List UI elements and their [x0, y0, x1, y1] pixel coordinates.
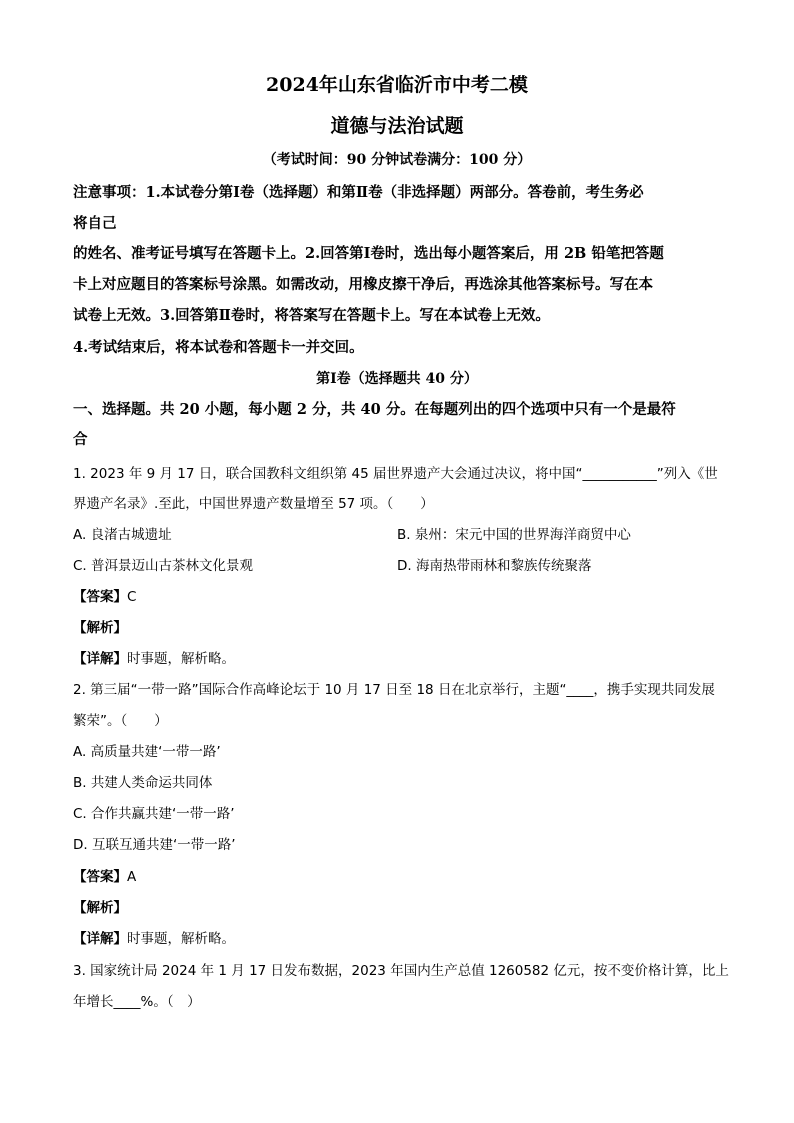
question-1-stem-line-1: 1. 2023 年 9 月 17 日，联合国教科文组织第 45 届世界遗产大会通过决议，将中国“___________”列入《世	[73, 466, 718, 482]
question-1-analysis	[73, 618, 127, 638]
notes-line-5: 试卷上无效。3.回答第Ⅱ卷时，将答案写在答题卡上。写在本试卷上无效。	[73, 307, 550, 324]
question-3-stem-line-2: 年增长____%。（ ）	[73, 994, 201, 1010]
question-1-answer	[73, 587, 136, 607]
answer-label: 【答案】	[73, 869, 127, 885]
section-instruction-line-1: 一、选择题。共 20 小题，每小题 2 分，共 40 分。在每题列出的四个选项中只有一个是最符	[73, 401, 676, 418]
detail-text: 时事题，解析略。	[127, 931, 235, 947]
question-1-option-a: A. 良渚古城遗址	[73, 527, 172, 543]
document-title: 2024年山东省临沂市中考二模	[266, 74, 528, 96]
question-2-option-b: B. 共建人类命运共同体	[73, 775, 213, 791]
analysis-label: 【解析】	[73, 900, 127, 916]
detail-label: 【详解】	[73, 931, 127, 947]
question-1-stem-line-2: 界遗产名录》.至此，中国世界遗产数量增至 57 项。（ ）	[73, 496, 434, 512]
exam-info: （考试时间：90 分钟试卷满分：100 分）	[262, 152, 532, 168]
question-2-answer	[73, 867, 136, 887]
notes-line-3: 的姓名、准考证号填写在答题卡上。2.回答第Ⅰ卷时，选出每小题答案后，用 2B 铅笔把答题	[73, 245, 664, 262]
question-1-option-d: D. 海南热带雨林和黎族传统聚落	[397, 558, 592, 574]
question-2-stem-line-1: 2. 第三届“一带一路”国际合作高峰论坛于 10 月 17 日至 18 日在北京举行，主题“____，携手实现共同发展	[73, 682, 715, 698]
answer-label: 【答案】	[73, 589, 127, 605]
question-1-detail	[73, 649, 235, 669]
notes-line-1: 注意事项：1.本试卷分第Ⅰ卷（选择题）和第Ⅱ卷（非选择题）两部分。答卷前，考生务必	[73, 184, 644, 201]
document-subtitle: 道德与法治试题	[330, 115, 464, 137]
question-3-stem-line-1: 3. 国家统计局 2024 年 1 月 17 日发布数据，2023 年国内生产总值 1260582 亿元，按不变价格计算，比上	[73, 963, 729, 979]
question-2-option-d: D. 互联互通共建‘一带一路’	[73, 837, 236, 853]
detail-text: 时事题，解析略。	[127, 651, 235, 667]
notes-line-6: 4.考试结束后，将本试卷和答题卡一并交回。	[73, 339, 364, 356]
answer-value: A	[127, 869, 137, 885]
notes-line-4: 卡上对应题目的答案标号涂黑。如需改动，用橡皮擦干净后，再选涂其他答案标号。写在本	[73, 276, 653, 293]
section-title: 第Ⅰ卷（选择题共 40 分）	[316, 371, 478, 387]
detail-label: 【详解】	[73, 651, 127, 667]
question-2-stem-line-2: 繁荣”。（ ）	[73, 713, 168, 729]
question-2-analysis	[73, 898, 127, 918]
notes-line-2: 将自己	[73, 215, 117, 232]
question-2-option-c: C. 合作共赢共建‘一带一路’	[73, 806, 235, 822]
question-2-detail	[73, 929, 235, 949]
question-1-option-b: B. 泉州：宋元中国的世界海洋商贸中心	[397, 527, 631, 543]
answer-value: C	[127, 589, 137, 605]
analysis-label: 【解析】	[73, 620, 127, 636]
question-1-option-c: C. 普洱景迈山古茶林文化景观	[73, 558, 254, 574]
section-instruction-line-2: 合	[73, 431, 88, 448]
question-2-option-a: A. 高质量共建‘一带一路’	[73, 744, 221, 760]
